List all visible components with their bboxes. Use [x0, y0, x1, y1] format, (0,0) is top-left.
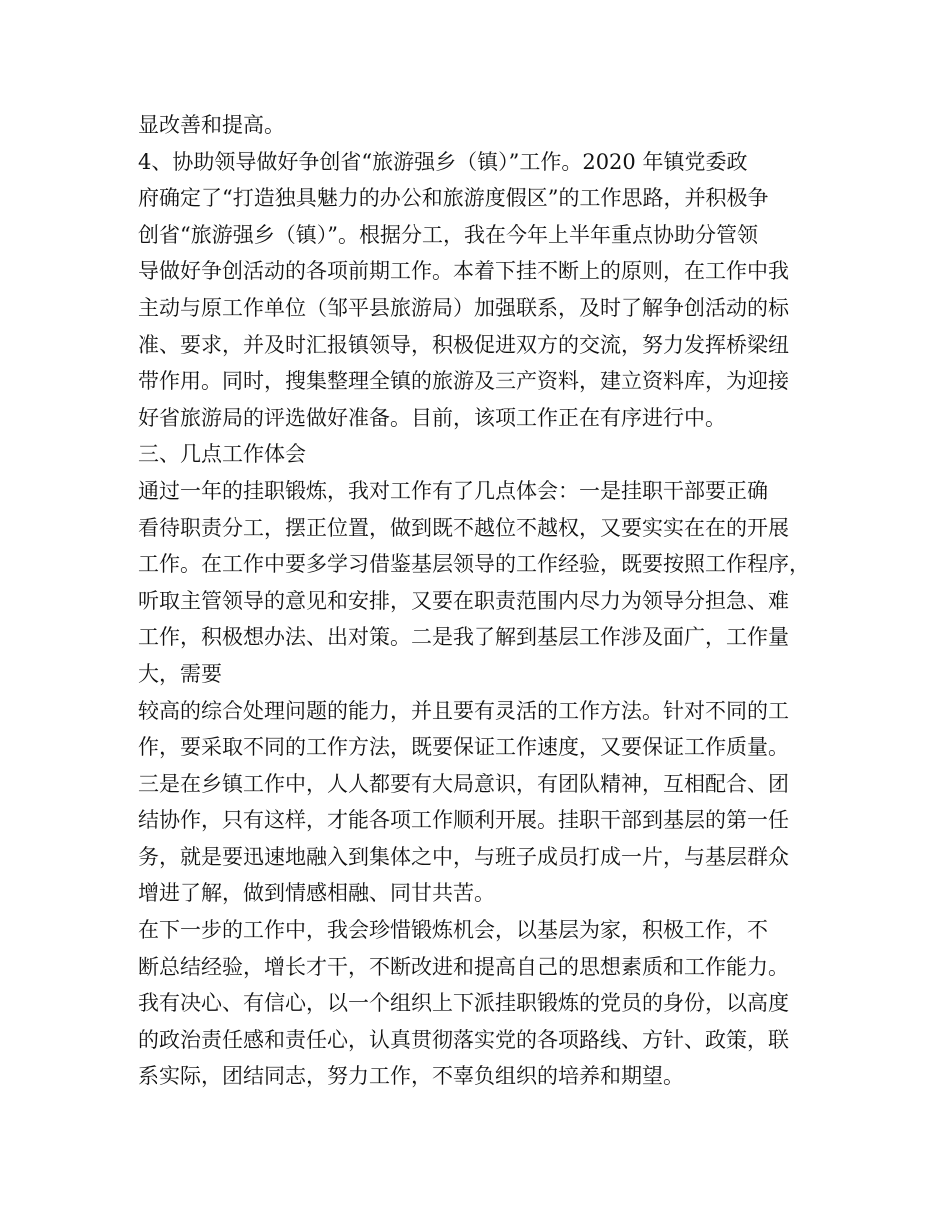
text-line: 听取主管领导的意见和安排，又要在职责范围内尽力为领导分担急、难 [138, 588, 789, 613]
text-line: 系实际，团结同志，努力工作，不辜负组织的培养和期望。 [138, 1064, 684, 1089]
text-line: 三是在乡镇工作中，人人都要有大局意识，有团队精神，互相配合、团 [138, 771, 789, 796]
document-body [138, 107, 828, 1095]
text-line: 我有决心、有信心，以一个组织上下派挂职锻炼的党员的身份，以高度 [138, 991, 789, 1016]
text-line: 的政治责任感和责任心，认真贯彻落实党的各项路线、方针、政策，联 [138, 1027, 789, 1052]
text-line: 创省“旅游强乡（镇）”。根据分工，我在今年上半年重点协助分管领 [138, 222, 758, 247]
text-line: 看待职责分工，摆正位置，做到既不越位不越权，又要实实在在的开展 [138, 515, 789, 540]
text-line: 工作。在工作中要多学习借鉴基层领导的工作经验，既要按照工作程序， [138, 552, 810, 577]
section-heading: 三、几点工作体会 [138, 442, 306, 467]
text-line: 带作用。同时，搜集整理全镇的旅游及三产资料，建立资料库，为迎接 [138, 369, 789, 394]
text-line: 增进了解，做到情感相融、同甘共苦。 [138, 881, 495, 906]
text-line: 主动与原工作单位（邹平县旅游局）加强联系，及时了解争创活动的标 [138, 295, 789, 320]
text-line: 断总结经验，增长才干，不断改进和提高自己的思想素质和工作能力。 [138, 954, 789, 979]
text-line: 务，就是要迅速地融入到集体之中，与班子成员打成一片，与基层群众 [138, 844, 789, 869]
text-line: 好省旅游局的评选做好准备。目前，该项工作正在有序进行中。 [138, 405, 726, 430]
text-line: 结协作，只有这样，才能各项工作顺利开展。挂职干部到基层的第一任 [138, 808, 789, 833]
text-line: 工作，积极想办法、出对策。二是我了解到基层工作涉及面广，工作量 [138, 625, 789, 650]
text-line: 显改善和提高。 [138, 113, 285, 137]
text-line: 府确定了“打造独具魅力的办公和旅游度假区”的工作思路，并积极争 [138, 186, 769, 211]
text-line: 4、协助领导做好争创省“旅游强乡（镇）”工作。2020 年镇党委政 [138, 149, 748, 174]
text-line: 通过一年的挂职锻炼，我对工作有了几点体会：一是挂职干部要正确 [138, 478, 768, 503]
text-line: 大，需要 [138, 661, 222, 686]
text-line: 在下一步的工作中，我会珍惜锻炼机会，以基层为家，积极工作，不 [138, 918, 768, 943]
text-line: 作，要采取不同的工作方法，既要保证工作速度，又要保证工作质量。 [138, 735, 789, 760]
text-line: 较高的综合处理问题的能力，并且要有灵活的工作方法。针对不同的工 [138, 698, 789, 723]
text-line: 准、要求，并及时汇报镇领导，积极促进双方的交流，努力发挥桥梁纽 [138, 332, 789, 357]
text-line: 导做好争创活动的各项前期工作。本着下挂不断上的原则，在工作中我 [138, 259, 789, 284]
